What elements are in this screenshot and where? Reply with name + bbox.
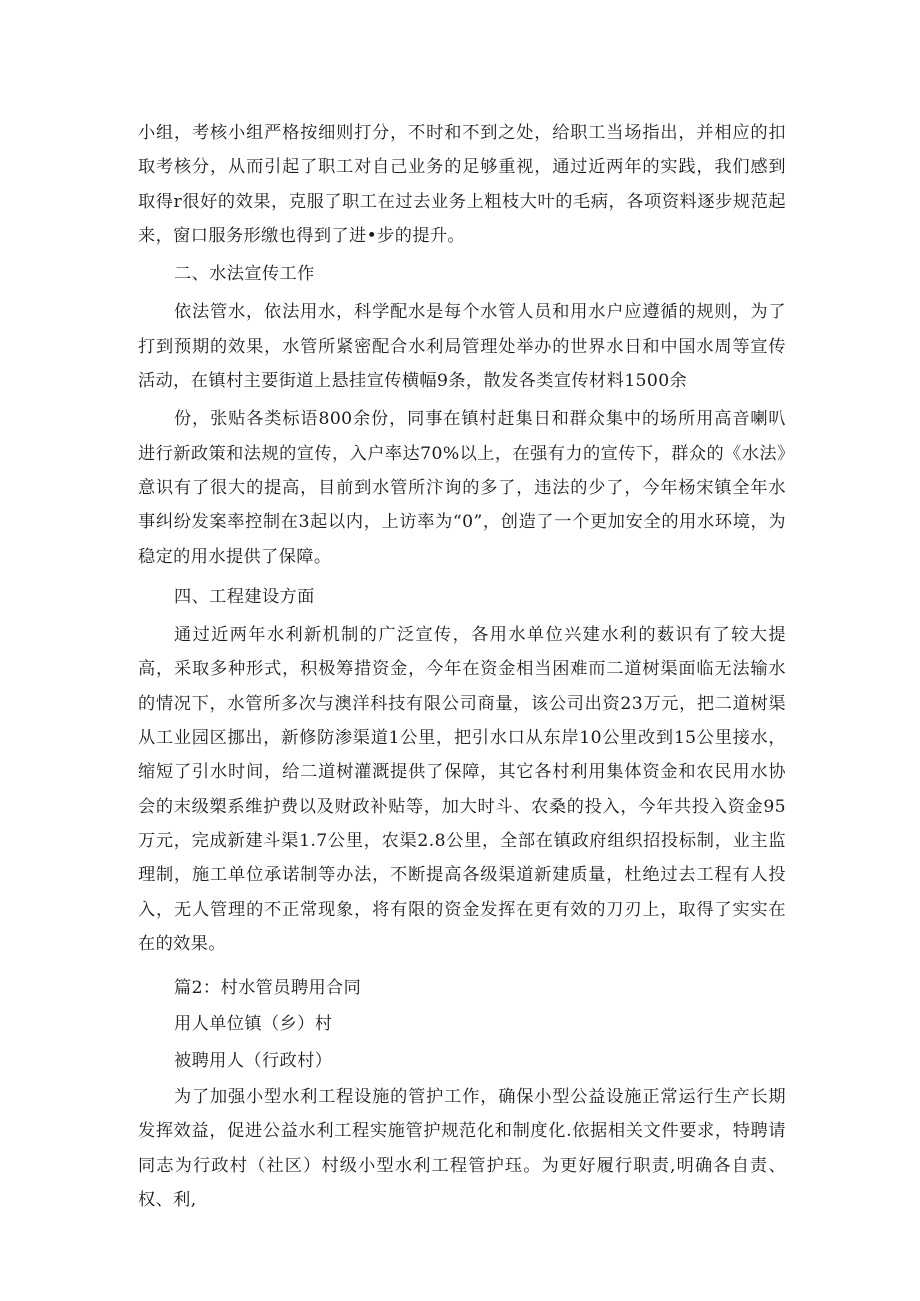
paragraph-water-law-publicity: 依法管水，依法用水，科学配水是每个水管人员和用水户应遵循的规则，为了打到预期的效果，水管所紧密配合水利局管理处举办的世界水日和中国水周等宣传活动，在镇村主要街道上悬挂宣传横幅9条，散发各类宣传材料1500余: [138, 302, 786, 392]
contract-title: 篇2：村水管员聘用合同: [174, 978, 362, 999]
section-spacer: [138, 961, 786, 971]
paragraph-contract-purpose: 为了加强小型水利工程设施的管护工作，确保小型公益设施正常运行生产长期发挥效益，促进公益水利工程实施管护规范化和制度化.依据相关文件要求，特聘请同志为行政村（社区）村级小型水利工程管护珏。为更好履行职责,明确各自责、权、利,: [138, 1087, 786, 1210]
section-heading-water-law-publicity: 二、水法宣传工作: [174, 264, 315, 285]
section-heading-engineering-construction: 四、工程建设方面: [174, 586, 315, 607]
document-body: [138, 116, 786, 1217]
paragraph-publicity-outcomes: 份，张贴各类标语800余份，同事在镇村赶集日和群众集中的场所用高音喇叭进行新政策和法规的宣传，入户率达70%以上，在强有力的宣传下，群众的《水法》意识有了很大的提高，目前到水管所汴询的多了，违法的少了，今年杨宋镇全年水事纠纷发案率控制在3起以内，上访率为“0”，创造了一个更加安全的用水环境，为稳定的用水提供了保障。: [138, 409, 786, 567]
contract-employee-line: 被聘用人（行政村）: [174, 1050, 333, 1071]
paragraph-assessment-results: 小组，考核小组严格按细则打分，不时和不到之处，给职工当场指出，并相应的扣取考核分，从而引起了职工对自己业务的足够重视，通过近两年的实践，我们感到取得r很好的效果，克服了职工在过去业务上粗枝大叶的毛病，各项资料逐步规范起来，窗口服务形缴也得到了进•步的提升。: [138, 123, 786, 246]
paragraph-engineering-construction: 通过近两年水利新机制的广泛宣传，各用水单位兴建水利的薮识有了较大提高，采取多种形式，积极筹措资金，今年在资金相当困难而二道树渠面临无法输水的情况下，水管所多次与澳洋科技有限公司商量，该公司出资23万元，把二道树渠从工业园区挪出，新修防渗渠道1公里，把引水口从东岸10公里改到15公里接水，缩短了引水时间，给二道树灌溉提供了保障，其它各村利用集体资金和农民用水协会的末级槊系维护费以及财政补贴等，加大时斗、农桑的投入，今年共投入资金95万元，完成新建斗渠1.7公里，农渠2.8公里，全部在镇政府组织招投标制，业主监理制，施工单位承诺制等办法，不断提高各级渠道新建质量，杜绝过去工程有人投入，无人管理的不正常现象，将有限的资金发挥在更有效的刀刃上，取得了实实在在的效果。: [138, 625, 786, 954]
contract-employer-line: 用人单位镇（乡）村: [174, 1014, 333, 1035]
